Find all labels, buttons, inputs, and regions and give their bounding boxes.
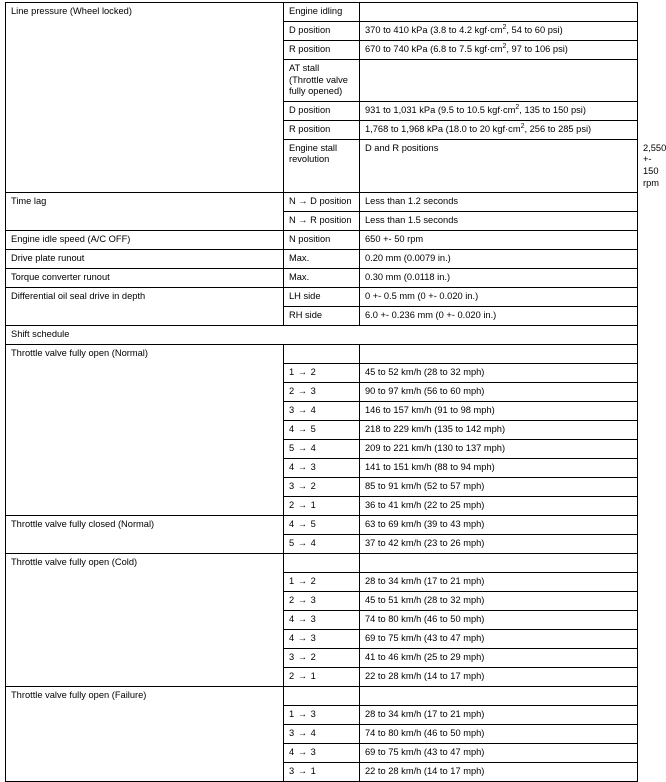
row-condition: D position: [284, 22, 360, 41]
row-value: 218 to 229 km/h (135 to 142 mph): [360, 421, 638, 440]
row-value: 0 +- 0.5 mm (0 +- 0.020 in.): [360, 288, 638, 307]
row-value: 6.0 +- 0.236 mm (0 +- 0.020 in.): [360, 307, 638, 326]
row-condition: Engine idling: [284, 3, 360, 22]
row-value: 28 to 34 km/h (17 to 21 mph): [360, 573, 638, 592]
shift-step: 4 → 3: [284, 744, 360, 763]
row-value: 22 to 28 km/h (14 to 17 mph): [360, 763, 638, 782]
row-value: 650 +- 50 rpm: [360, 231, 638, 250]
shift-step: 3 → 2: [284, 478, 360, 497]
table-body: [6, 3, 666, 782]
row-condition: R position: [284, 120, 360, 139]
shift-step: 4 → 5: [284, 516, 360, 535]
shift-step: 2 → 3: [284, 592, 360, 611]
shift-step: 2 → 3: [284, 383, 360, 402]
row-value: 146 to 157 km/h (91 to 98 mph): [360, 402, 638, 421]
row-value: 28 to 34 km/h (17 to 21 mph): [360, 706, 638, 725]
row-condition: [284, 554, 360, 573]
row-label-differential-oil-seal: Differential oil seal drive in depth: [6, 288, 284, 326]
section-heading-shift-schedule: Shift schedule: [6, 326, 638, 345]
shift-step: 3 → 4: [284, 402, 360, 421]
row-value: [360, 687, 638, 706]
row-value: 370 to 410 kPa (3.8 to 4.2 $kgf\cdot cm^2$, 54 to 60 psi): [360, 22, 638, 41]
row-label-throttle-open-failure: Throttle valve fully open (Failure): [6, 687, 284, 782]
row-label-throttle-open-normal: Throttle valve fully open (Normal): [6, 345, 284, 516]
row-condition: Max.: [284, 269, 360, 288]
row-value: [360, 554, 638, 573]
shift-step: 5 → 4: [284, 535, 360, 554]
table-row: [6, 269, 638, 288]
row-value: 41 to 46 km/h (25 to 29 mph): [360, 649, 638, 668]
shift-step: 4 → 3: [284, 459, 360, 478]
row-value: 22 to 28 km/h (14 to 17 mph): [360, 668, 638, 687]
row-value: 85 to 91 km/h (52 to 57 mph): [360, 478, 638, 497]
row-value: [360, 60, 638, 102]
row-condition: D and R positions: [360, 139, 638, 192]
row-condition: D position: [284, 101, 360, 120]
table-row: [6, 516, 638, 535]
shift-step: 4 → 5: [284, 421, 360, 440]
row-condition: N position: [284, 231, 360, 250]
row-label-line-pressure: Line pressure (Wheel locked): [6, 3, 284, 193]
row-condition: N → R position: [284, 212, 360, 231]
spec-sheet-page: [0, 2, 666, 777]
row-label-engine-idle-speed: Engine idle speed (A/C OFF): [6, 231, 284, 250]
row-value: 74 to 80 km/h (46 to 50 mph): [360, 611, 638, 630]
table-row: [6, 554, 638, 573]
row-condition: Max.: [284, 250, 360, 269]
table-row: Engine stall revolution D and R positions 2,550 +- 150 rpm: [6, 139, 638, 192]
row-label-torque-converter-runout: Torque converter runout: [6, 269, 284, 288]
shift-step: 1 → 3: [284, 706, 360, 725]
row-value: 90 to 97 km/h (56 to 60 mph): [360, 383, 638, 402]
row-label-throttle-closed-normal: Throttle valve fully closed (Normal): [6, 516, 284, 554]
row-value: 1,768 to 1,968 kPa (18.0 to 20 $kgf\cdot cm^2$, 256 to 285 psi): [360, 120, 638, 139]
row-value: Less than 1.5 seconds: [360, 212, 638, 231]
row-value: 0.20 mm (0.0079 in.): [360, 250, 638, 269]
row-value: 69 to 75 km/h (43 to 47 mph): [360, 630, 638, 649]
shift-step: 2 → 1: [284, 668, 360, 687]
shift-step: 5 → 4: [284, 440, 360, 459]
row-value: 45 to 51 km/h (28 to 32 mph): [360, 592, 638, 611]
row-label-throttle-open-cold: Throttle valve fully open (Cold): [6, 554, 284, 687]
table-row: [6, 250, 638, 269]
row-value: 45 to 52 km/h (28 to 32 mph): [360, 364, 638, 383]
shift-step: 3 → 2: [284, 649, 360, 668]
row-label-drive-plate-runout: Drive plate runout: [6, 250, 284, 269]
row-condition: RH side: [284, 307, 360, 326]
row-condition: R position: [284, 41, 360, 60]
row-value: 37 to 42 km/h (23 to 26 mph): [360, 535, 638, 554]
shift-step: 1 → 2: [284, 573, 360, 592]
row-value: Less than 1.2 seconds: [360, 193, 638, 212]
row-value: 670 to 740 kPa (6.8 to 7.5 $kgf\cdot cm^2$, 97 to 106 psi): [360, 41, 638, 60]
table-row: [6, 3, 638, 22]
shift-step: 2 → 1: [284, 497, 360, 516]
row-condition: LH side: [284, 288, 360, 307]
row-value: 69 to 75 km/h (43 to 47 mph): [360, 744, 638, 763]
row-value: 931 to 1,031 kPa (9.5 to 10.5 $kgf\cdot cm^2$, 135 to 150 psi): [360, 101, 638, 120]
shift-step: 4 → 3: [284, 611, 360, 630]
row-value: 0.30 mm (0.0118 in.): [360, 269, 638, 288]
row-condition: [284, 345, 360, 364]
row-label-engine-stall-revolution: Engine stall revolution: [284, 139, 360, 192]
shift-step: 3 → 1: [284, 763, 360, 782]
table-row: [6, 345, 638, 364]
table-row: [6, 193, 638, 212]
shift-step: 3 → 4: [284, 725, 360, 744]
row-condition: AT stall (Throttle valve fully opened): [284, 60, 360, 102]
row-value: 74 to 80 km/h (46 to 50 mph): [360, 725, 638, 744]
row-value: [360, 3, 638, 22]
table-row: [6, 288, 638, 307]
row-label-time-lag: Time lag: [6, 193, 284, 231]
table-row-shift-schedule: [6, 326, 638, 345]
row-condition: N → D position: [284, 193, 360, 212]
row-value: [360, 345, 638, 364]
row-value: 209 to 221 km/h (130 to 137 mph): [360, 440, 638, 459]
row-value: 141 to 151 km/h (88 to 94 mph): [360, 459, 638, 478]
table-row: [6, 687, 638, 706]
row-condition: [284, 687, 360, 706]
shift-step: 1 → 2: [284, 364, 360, 383]
specification-table: [5, 2, 666, 782]
table-row: [6, 231, 638, 250]
row-value: 63 to 69 km/h (39 to 43 mph): [360, 516, 638, 535]
shift-step: 4 → 3: [284, 630, 360, 649]
row-value: 36 to 41 km/h (22 to 25 mph): [360, 497, 638, 516]
